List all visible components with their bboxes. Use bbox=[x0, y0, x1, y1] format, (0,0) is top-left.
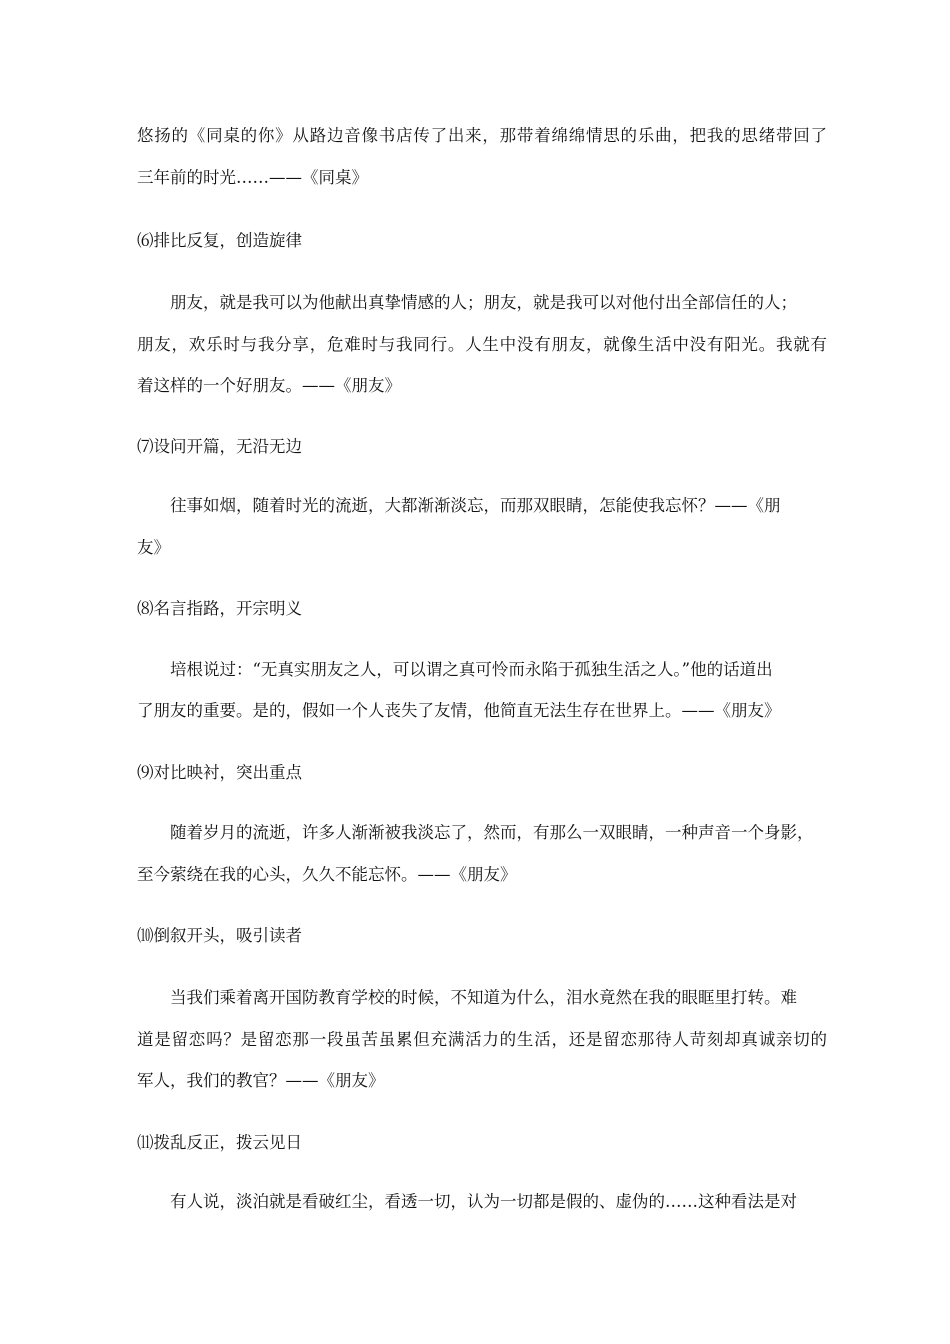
paragraph-line: 往事如烟，随着时光的流逝，大都渐渐淡忘，而那双眼睛，怎能使我忘怀？——《朋 bbox=[170, 496, 781, 515]
paragraph-line: 培根说过：“无真实朋友之人，可以谓之真可怜而永陷于孤独生活之人。”他的话道出 bbox=[170, 660, 773, 679]
section-heading: ⑹排比反复，创造旋律 bbox=[137, 231, 302, 250]
paragraph-line: 友》 bbox=[137, 538, 170, 557]
paragraph-line: 随着岁月的流逝，许多人渐渐被我淡忘了，然而，有那么一双眼睛，一种声音一个身影， bbox=[170, 823, 814, 842]
section-heading: ⑼对比映衬，突出重点 bbox=[137, 763, 302, 782]
paragraph-line: 至今萦绕在我的心头，久久不能忘怀。——《朋友》 bbox=[137, 865, 517, 884]
paragraph-line: 有人说，淡泊就是看破红尘，看透一切，认为一切都是假的、虚伪的……这种看法是对 bbox=[170, 1192, 797, 1211]
paragraph-line: 军人，我们的教官？——《朋友》 bbox=[137, 1071, 385, 1090]
paragraph-line: 着这样的一个好朋友。——《朋友》 bbox=[137, 376, 401, 395]
paragraph-line: 三年前的时光……——《同桌》 bbox=[137, 168, 368, 187]
paragraph-line: 道是留恋吗？是留恋那一段虽苦虽累但充满活力的生活，还是留恋那待人苛刻却真诚亲切的 bbox=[137, 1030, 827, 1049]
section-heading: ⑺设问开篇，无沿无边 bbox=[137, 437, 302, 456]
paragraph-line: 悠扬的《同桌的你》从路边音像书店传了出来，那带着绵绵情思的乐曲，把我的思绪带回了 bbox=[137, 126, 827, 145]
paragraph-line: 朋友，欢乐时与我分享，危难时与我同行。人生中没有朋友，就像生活中没有阳光。我就有 bbox=[137, 335, 827, 354]
section-heading: ⑽倒叙开头，吸引读者 bbox=[137, 926, 302, 945]
paragraph-line: 当我们乘着离开国防教育学校的时候，不知道为什么，泪水竟然在我的眼眶里打转。难 bbox=[170, 988, 797, 1007]
paragraph-line: 朋友，就是我可以为他献出真挚情感的人；朋友，就是我可以对他付出全部信任的人； bbox=[170, 293, 797, 312]
section-heading: ⑾拨乱反正，拨云见日 bbox=[137, 1133, 302, 1152]
paragraph-line: 了朋友的重要。是的，假如一个人丧失了友情，他简直无法生存在世界上。——《朋友》 bbox=[137, 701, 781, 720]
section-heading: ⑻名言指路，开宗明义 bbox=[137, 599, 302, 618]
